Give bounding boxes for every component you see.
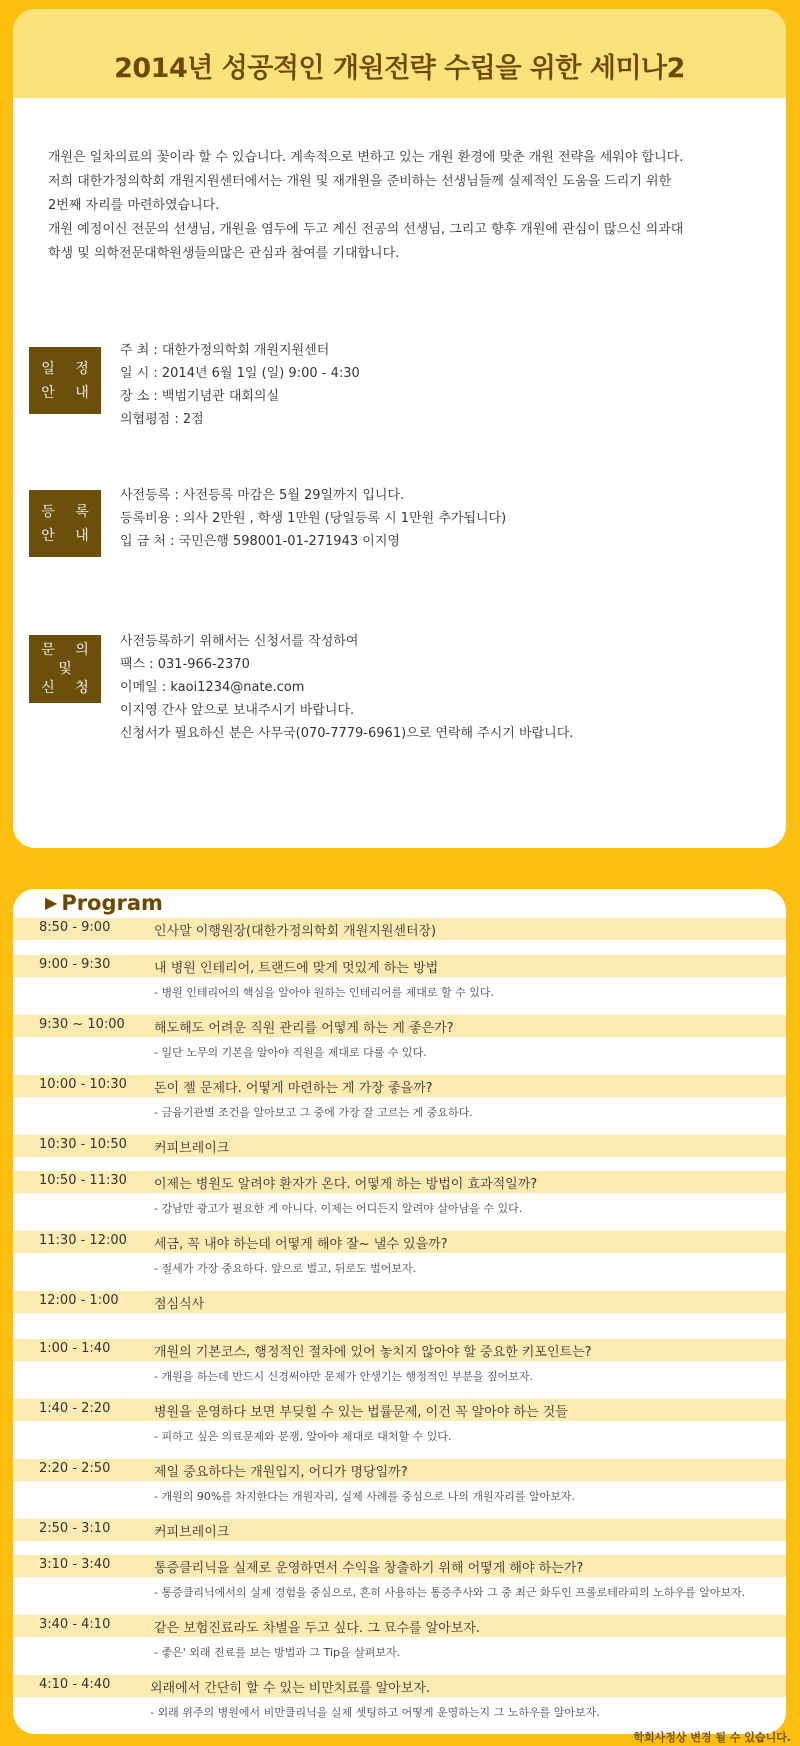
row-time: 11:30 - 12:00 — [39, 1233, 127, 1248]
row-time: 10:50 - 11:30 — [39, 1173, 127, 1188]
intro-line: 개원 예정이신 전문의 선생님, 개원을 염두에 두고 계신 전공의 선생님, 그리고 향후 개원에 관심이 많으신 의과대 — [48, 222, 684, 237]
schedule-host: 주 최 : 대한가정의학회 개원지원센터 — [120, 343, 330, 358]
schedule-credit: 의협평점 : 2점 — [120, 412, 204, 427]
inquiry-line: 사전등록하기 위해서는 신청서를 작성하여 — [120, 634, 359, 649]
row-topic: 제일 중요하다는 개원입지, 어디가 명당일까? — [154, 1465, 408, 1480]
row-subtitle: - 병원 인테리어의 핵심을 알아야 원하는 인테리어를 제대로 할 수 있다. — [154, 986, 494, 999]
row-subtitle: - 피하고 싶은 의료문제와 분쟁, 알아야 제대로 대처할 수 있다. — [154, 1430, 452, 1443]
schedule-venue: 장 소 : 백범기념관 대회의실 — [120, 389, 280, 404]
program-card — [13, 889, 786, 1734]
row-time: 1:40 - 2:20 — [39, 1401, 111, 1416]
row-time: 3:10 - 3:40 — [39, 1557, 111, 1572]
row-subtitle: - 절세가 가장 중요하다. 앞으로 벌고, 뒤로도 벌어보자. — [154, 1262, 417, 1275]
row-time: 10:30 - 10:50 — [39, 1137, 127, 1152]
inquiry-fax: 팩스 : 031-966-2370 — [120, 657, 250, 672]
row-subtitle: - 강남만 광고가 필요한 게 아니다. 이제는 어디든지 알려야 살아남을 수 있다. — [154, 1202, 523, 1215]
row-topic: 개원의 기본코스, 행정적인 절차에 있어 놓치지 않아야 할 중요한 키포인트는? — [154, 1345, 592, 1360]
inquiry-line: 이지영 간사 앞으로 보내주시기 바랍니다. — [120, 703, 355, 718]
row-subtitle: - 개원을 하는데 반드시 신경써야만 문제가 안생기는 행정적인 부분을 짚어보자. — [154, 1370, 533, 1383]
program-heading — [45, 889, 163, 916]
row-subtitle: - 외래 위주의 병원에서 비만클리닉을 실제 셋팅하고 어떻게 운영하는지 그 노하우를 알아보자. — [150, 1706, 600, 1719]
row-subtitle: - 금융기관별 조건을 알아보고 그 중에 가장 잘 고르는 게 중요하다. — [154, 1106, 473, 1119]
row-topic: 이제는 병원도 알려야 환자가 온다. 어떻게 하는 방법이 효과적일까? — [154, 1177, 538, 1192]
intro-line: 학생 및 의학전문대학원생들의많은 관심과 참여를 기대합니다. — [48, 246, 400, 261]
intro-line: 저희 대한가정의학회 개원지원센터에서는 개원 및 재개원을 준비하는 선생님들께 실제적인 도움을 드리기 위한 — [48, 174, 672, 189]
row-topic: 내 병원 인테리어, 트랜드에 맞게 멋있게 하는 방법 — [154, 961, 439, 976]
row-topic: 해도해도 어려운 직원 관리를 어떻게 하는 게 좋은가? — [154, 1021, 454, 1036]
triangle-right-icon: ▶ — [45, 893, 58, 912]
page-title: 2014년 성공적인 개원전략 수립을 위한 세미나2 — [114, 53, 685, 84]
row-topic: 커피브레이크 — [154, 1141, 230, 1156]
row-time: 3:40 - 4:10 — [39, 1617, 111, 1632]
row-time: 4:10 - 4:40 — [39, 1677, 111, 1692]
row-time: 8:50 - 9:00 — [39, 920, 111, 935]
schedule-info — [120, 339, 360, 431]
row-time: 2:50 - 3:10 — [39, 1521, 111, 1536]
schedule-date: 일 시 : 2014년 6월 1일 (일) 9:00 - 4:30 — [120, 366, 360, 381]
row-time: 10:00 - 10:30 — [39, 1077, 127, 1092]
row-topic: 병원을 운영하다 보면 부딪힐 수 있는 법률문제, 이건 꼭 알아야 하는 것들 — [154, 1405, 568, 1420]
registration-fee: 등록비용 : 의사 2만원 , 학생 1만원 (당일등록 시 1만원 추가됩니다) — [120, 511, 507, 526]
program-heading-text: Program — [61, 890, 163, 915]
row-topic: 점심식사 — [154, 1297, 205, 1312]
intro-line: 개원은 일차의료의 꽃이라 할 수 있습니다. 계속적으로 변하고 있는 개원 환경에 맞춘 개원 전략을 세워야 합니다. — [48, 150, 684, 165]
registration-deadline: 사전등록 : 사전등록 마감은 5월 29일까지 입니다. — [120, 488, 405, 503]
inquiry-phone: 신청서가 필요하신 분은 사무국(070-7779-6961)으로 연락해 주시기 바랍니다. — [120, 726, 574, 741]
row-time: 2:20 - 2:50 — [39, 1461, 111, 1476]
row-topic: 세금, 꼭 내야 하는데 어떻게 해야 잘~ 낼수 있을까? — [154, 1237, 448, 1252]
row-subtitle: - 통증클리닉에서의 실제 경험을 중심으로, 흔히 사용하는 통증주사와 그 중 최근 화두인 프롤로테라피의 노하우를 알아보자. — [154, 1586, 746, 1599]
row-time: 9:00 - 9:30 — [39, 957, 111, 972]
info-card — [13, 9, 786, 848]
registration-label: 등 록 안 내 — [29, 490, 101, 557]
row-topic: 커피브레이크 — [154, 1525, 230, 1540]
row-topic: 인사말 이행원장(대한가정의학회 개원지원센터장) — [154, 924, 437, 939]
row-topic: 외래에서 간단히 할 수 있는 비만치료를 알아보자. — [150, 1681, 431, 1696]
intro-line: 2번째 자리를 마련하였습니다. — [48, 198, 220, 213]
row-topic: 같은 보험진료라도 차별을 두고 싶다. 그 묘수를 알아보자. — [154, 1621, 481, 1636]
change-notice: 학회사정상 변경 될 수 있습니다. — [633, 1731, 791, 1744]
row-subtitle: - 일단 노무의 기본을 알아야 직원을 제대로 다룰 수 있다. — [154, 1046, 427, 1059]
inquiry-email[interactable]: 이메일 : kaoi1234@nate.com — [120, 680, 305, 695]
intro-text — [48, 146, 758, 266]
row-time: 12:00 - 1:00 — [39, 1293, 119, 1308]
row-topic: 돈이 젤 문제다. 어떻게 마련하는 게 가장 좋을까? — [154, 1081, 433, 1096]
row-time: 9:30 ~ 10:00 — [39, 1017, 125, 1032]
schedule-label: 일 정 안 내 — [29, 347, 101, 414]
title-bar — [13, 9, 786, 98]
row-subtitle: - 좋은' 외래 진료를 보는 방법과 그 Tip을 살펴보자. — [154, 1646, 401, 1659]
registration-info — [120, 484, 506, 553]
inquiry-info — [120, 630, 573, 745]
registration-account: 입 금 처 : 국민은행 598001-01-271943 이지영 — [120, 534, 400, 549]
inquiry-label: 문 의 및 신 청 — [29, 635, 101, 703]
row-subtitle: - 개원의 90%를 차지한다는 개원자리, 실제 사례를 중심으로 나의 개원자리를 알아보자. — [154, 1490, 576, 1503]
row-topic: 통증클리닉을 실제로 운영하면서 수익을 창출하기 위해 어떻게 해야 하는가? — [154, 1561, 584, 1576]
row-time: 1:00 - 1:40 — [39, 1341, 111, 1356]
